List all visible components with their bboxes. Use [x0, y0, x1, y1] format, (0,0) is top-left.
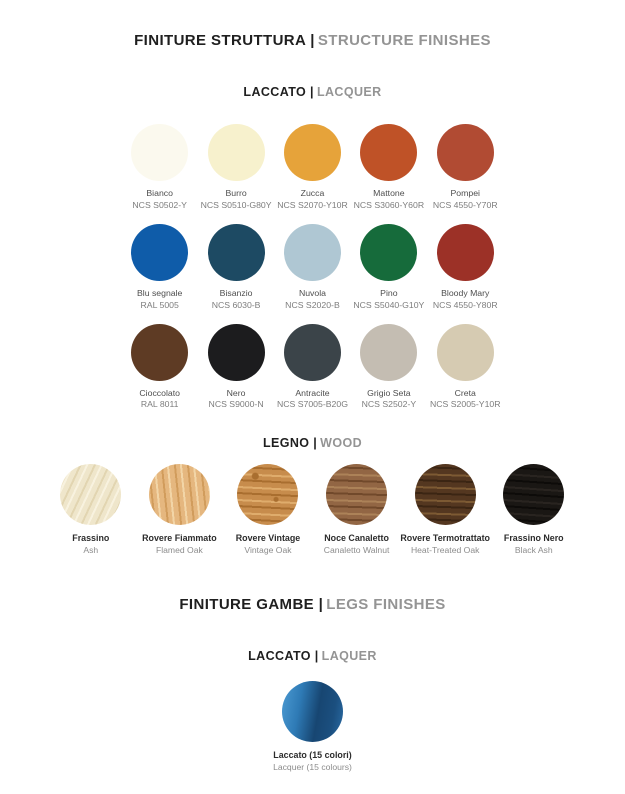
lacquer-color-circle — [131, 124, 188, 181]
legs-lacquer-heading-english: LAQUER — [321, 649, 377, 664]
lacquer-color-circle — [437, 324, 494, 381]
wood-texture-circle — [149, 464, 210, 525]
lacquer-swatch — [277, 324, 348, 411]
wood-texture-circle — [60, 464, 121, 525]
lacquer-color-circle — [360, 324, 417, 381]
swatch-name: Pompei — [450, 188, 480, 198]
wood-texture-circle — [237, 464, 298, 525]
lacquer-color-circle — [131, 324, 188, 381]
swatch-code: NCS S3060-Y60R — [353, 199, 425, 210]
swatch-code: NCS S2020-B — [285, 299, 340, 310]
swatch-name: Rovere Fiammato — [142, 533, 217, 543]
wood-swatch — [400, 464, 490, 556]
legs-title-english: LEGS FINISHES — [326, 595, 446, 613]
swatch-name: Antracite — [295, 387, 330, 398]
lacquer-swatch — [131, 324, 188, 411]
lacquer-color-circle — [208, 324, 265, 381]
swatch-name: Frassino Nero — [503, 533, 564, 543]
legs-lacquer-heading — [0, 650, 625, 664]
swatch-name: Bloody Mary — [441, 287, 490, 298]
lacquer-swatch — [433, 224, 498, 311]
wood-heading-italian: LEGNO | — [262, 436, 318, 451]
lacquer-swatch — [131, 224, 188, 311]
swatch-code: NCS S0502-Y — [132, 199, 187, 210]
swatch-code: RAL 8011 — [140, 399, 179, 410]
legs-swatch-subtitle: Lacquer (15 colours) — [273, 761, 352, 772]
lacquer-heading — [0, 86, 625, 100]
legs-lacquer-heading-italian: LACCATO | — [248, 649, 319, 664]
lacquer-heading-english: LACQUER — [316, 85, 382, 100]
swatch-code: NCS S2502-Y — [361, 399, 417, 410]
swatch-subtitle: Ash — [83, 545, 99, 556]
lacquer-color-circle — [360, 224, 417, 281]
swatch-subtitle: Black Ash — [514, 545, 553, 556]
lacquer-swatch-grid — [122, 124, 504, 410]
swatch-name: Bisanzio — [219, 287, 253, 298]
lacquer-swatch — [201, 124, 272, 211]
swatch-code: NCS 4550-Y70R — [432, 199, 498, 210]
lacquer-color-circle — [284, 124, 341, 181]
legs-title-italian: FINITURE GAMBE | — [179, 595, 324, 613]
wood-swatch — [142, 464, 216, 556]
swatch-name: Bianco — [146, 188, 173, 198]
lacquer-color-circle — [360, 124, 417, 181]
structure-finishes-title — [0, 32, 625, 49]
lacquer-swatch — [208, 224, 265, 311]
swatch-code: NCS 4550-Y80R — [432, 299, 498, 310]
swatch-code: NCS S2005-Y10R — [430, 399, 501, 410]
swatch-name: Pino — [380, 287, 398, 298]
wood-texture-circle — [503, 464, 564, 525]
swatch-code: NCS S7005-B20G — [276, 399, 348, 410]
swatch-name: Burro — [225, 188, 247, 198]
lacquer-color-circle — [208, 224, 265, 281]
lacquer-color-circle — [437, 224, 494, 281]
swatch-code: NCS S0510-G80Y — [200, 199, 272, 210]
swatch-code: NCS S5040-G10Y — [353, 299, 425, 310]
swatch-name: Frassino — [72, 533, 110, 543]
wood-swatch — [503, 464, 564, 556]
lacquer-color-circle — [208, 124, 265, 181]
swatch-name: Rovere Termotrattato — [400, 533, 490, 543]
wood-swatch — [324, 464, 390, 556]
swatch-name: Rovere Vintage — [235, 533, 301, 543]
swatch-subtitle: Canaletto Walnut — [323, 545, 390, 556]
lacquer-heading-italian: LACCATO | — [243, 85, 314, 100]
lacquer-swatch — [430, 324, 501, 411]
swatch-name: Nuvola — [298, 287, 326, 298]
legs-swatch-name: Laccato (15 colori) — [273, 749, 352, 760]
lacquer-swatch — [433, 124, 498, 211]
swatch-code: RAL 5005 — [140, 299, 179, 310]
swatch-code: NCS 6030-B — [211, 299, 261, 310]
swatch-name: Nero — [226, 387, 246, 398]
lacquer-swatch — [208, 324, 265, 411]
swatch-subtitle: Vintage Oak — [244, 545, 292, 556]
swatch-name: Noce Canaletto — [324, 533, 389, 543]
lacquer-swatch — [131, 124, 188, 211]
swatch-name: Blu segnale — [136, 287, 183, 298]
structure-title-italian: FINITURE STRUTTURA | — [134, 32, 315, 49]
swatch-subtitle: Heat-Treated Oak — [410, 545, 480, 556]
wood-swatch — [236, 464, 300, 556]
legs-finishes-title — [0, 596, 625, 613]
swatch-code: NCS S2070-Y10R — [277, 199, 348, 210]
wood-swatch-grid — [47, 464, 579, 556]
swatch-name: Cioccolato — [139, 387, 180, 398]
swatch-code: NCS S9000-N — [208, 399, 264, 410]
lacquer-swatch — [277, 124, 348, 211]
lacquer-swatch — [353, 224, 424, 311]
wood-heading — [0, 437, 625, 451]
swatch-subtitle: Flamed Oak — [155, 545, 203, 556]
lacquer-color-circle — [131, 224, 188, 281]
wood-swatch — [60, 464, 121, 556]
legs-lacquer-color-circle — [282, 681, 343, 742]
wood-texture-circle — [415, 464, 476, 525]
swatch-name: Zucca — [300, 188, 325, 198]
lacquer-color-circle — [437, 124, 494, 181]
swatch-name: Creta — [454, 387, 476, 398]
legs-lacquer-swatch — [0, 681, 625, 773]
swatch-name: Grigio Seta — [367, 387, 411, 398]
lacquer-swatch — [360, 324, 417, 411]
lacquer-swatch — [354, 124, 425, 211]
structure-title-english: STRUCTURE FINISHES — [317, 32, 491, 49]
lacquer-color-circle — [284, 224, 341, 281]
lacquer-color-circle — [284, 324, 341, 381]
swatch-name: Mattone — [373, 188, 405, 198]
wood-heading-english: WOOD — [320, 436, 363, 451]
lacquer-swatch — [284, 224, 341, 311]
wood-texture-circle — [326, 464, 387, 525]
